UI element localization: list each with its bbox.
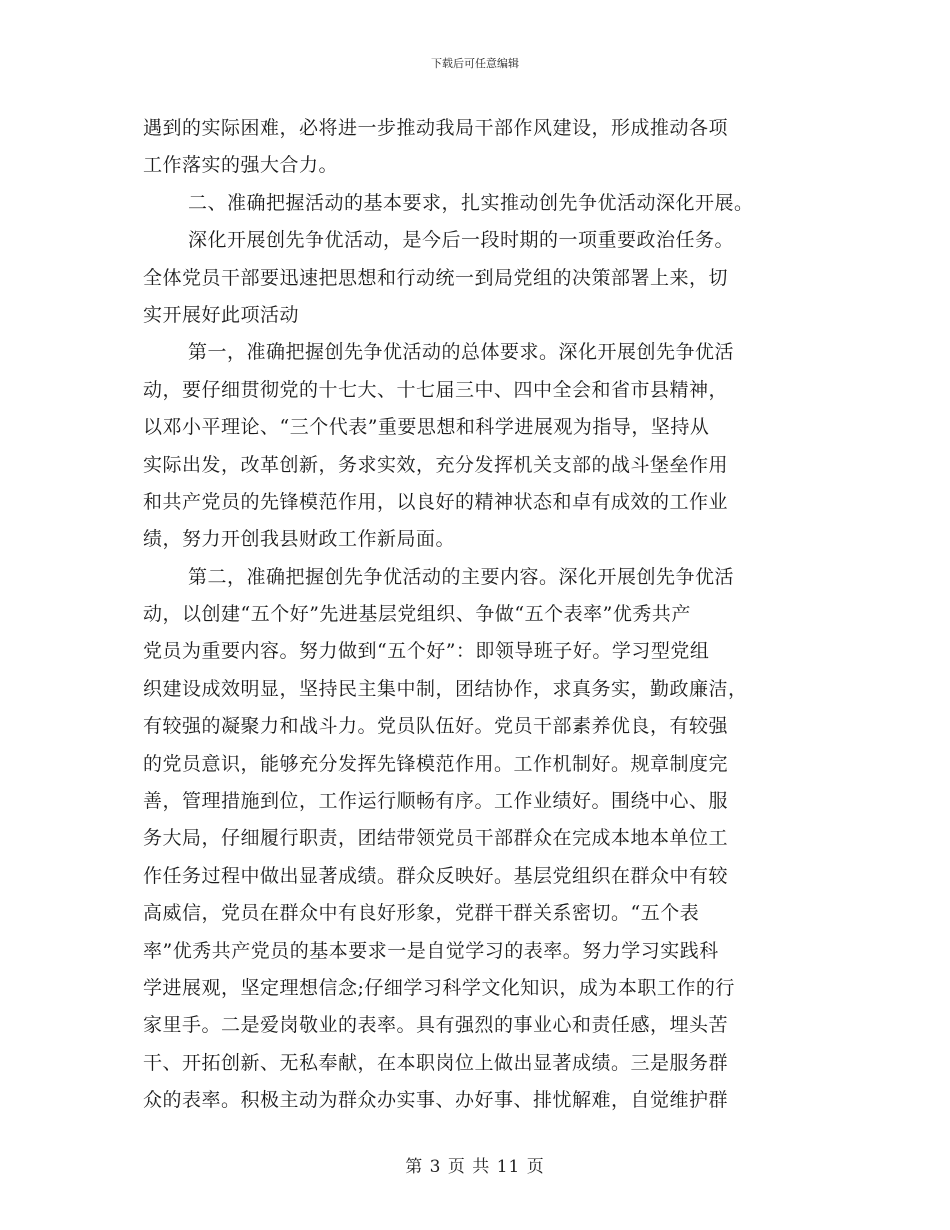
text-line: 动，要仔细贯彻党的十七大、十七届三中、四中全会和省市县精神，: [143, 378, 729, 401]
text-line: 务大局，仔细履行职责，团结带领党员干部群众在完成本地本单位工: [143, 827, 729, 850]
text-line: 织建设成效明显，坚持民主集中制，团结协作，求真务实，勤政廉洁，: [143, 677, 748, 700]
text-line: 率”优秀共产党员的基本要求一是自觉学习的表率。努力学习实践科: [143, 939, 719, 962]
text-line: 家里手。二是爱岗敬业的表率。具有强烈的事业心和责任感，埋头苦: [143, 1014, 729, 1037]
text-line: 作任务过程中做出显著成绩。群众反映好。基层党组织在群众中有较: [143, 864, 729, 887]
text-line: 和共产党员的先锋模范作用，以良好的精神状态和卓有成效的工作业: [143, 490, 729, 513]
text-line: 众的表率。积极主动为群众办实事、办好事、排忧解难，自觉维护群: [143, 1089, 729, 1112]
document-body: [143, 110, 813, 1120]
text-line: 的党员意识，能够充分发挥先锋模范作用。工作机制好。规章制度完: [143, 752, 729, 775]
text-line: 善，管理措施到位，工作运行顺畅有序。工作业绩好。围绕中心、服: [143, 790, 729, 813]
text-line: 高威信，党员在群众中有良好形象，党群干群关系密切。“五个表: [143, 902, 700, 925]
text-line: 动，以创建“五个好”先进基层党组织、争做“五个表率”优秀共产: [143, 603, 691, 626]
text-line: 实开展好此项活动: [143, 303, 300, 326]
text-line: 党员为重要内容。努力做到“五个好”：即领导班子好。学习型党组: [143, 640, 710, 663]
text-line: 绩，努力开创我县财政工作新局面。: [143, 528, 456, 551]
text-line: 工作落实的强大合力。: [143, 154, 339, 177]
text-line: 第二，准确把握创先争优活动的主要内容。深化开展创先争优活: [188, 565, 735, 588]
page-footer: 第 3 页 共 11 页: [405, 1157, 545, 1177]
text-line: 有较强的凝聚力和战斗力。党员队伍好。党员干部素养优良，有较强: [143, 715, 729, 738]
text-line: 实际出发，改革创新，务求实效，充分发挥机关支部的战斗堡垒作用: [143, 453, 729, 476]
text-line: 第一，准确把握创先争优活动的总体要求。深化开展创先争优活: [188, 341, 735, 364]
text-line: 深化开展创先争优活动，是今后一段时期的一项重要政治任务。: [188, 229, 735, 252]
text-line: 学进展观，坚定理想信念;仔细学习科学文化知识，成为本职工作的行: [143, 976, 735, 999]
text-line: 干、开拓创新、无私奉献，在本职岗位上做出显著成绩。三是服务群: [143, 1051, 729, 1074]
text-line: 全体党员干部要迅速把思想和行动统一到局党组的决策部署上来，切: [143, 266, 729, 289]
page-header: 下载后可任意编辑: [431, 57, 519, 70]
text-line: 二、准确把握活动的基本要求，扎实推动创先争优活动深化开展。: [188, 191, 754, 214]
text-line: 以邓小平理论、“三个代表”重要思想和科学进展观为指导，坚持从: [143, 416, 710, 439]
text-line: 遇到的实际困难，必将进一步推动我局干部作风建设，形成推动各项: [143, 117, 729, 139]
